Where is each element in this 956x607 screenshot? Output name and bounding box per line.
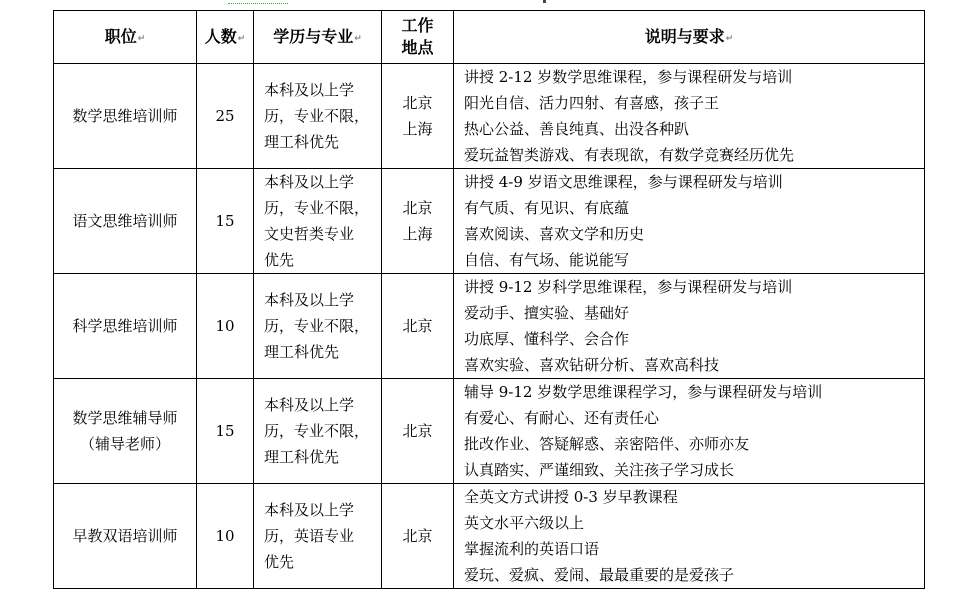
location-cell [382, 379, 454, 484]
cell-text-line: 有气质、有见识、有底蕴 [464, 199, 630, 217]
cell-text-line: 讲授 4-9 岁语文思维课程，参与课程研发与培训 [464, 173, 783, 191]
cell-text-line: 讲授 2-12 岁数学思维课程，参与课程研发与培训 [464, 68, 793, 86]
cell-text-line: 本科及以上学 [264, 173, 355, 191]
count-cell [197, 274, 254, 379]
position-cell [54, 484, 197, 589]
stray-dot [543, 0, 546, 3]
requirements-cell [454, 484, 925, 589]
cell-text-line: 数学思维辅导师 [72, 409, 178, 427]
cell-text-line: 辅导 9-12 岁数学思维课程学习，参与课程研发与培训 [464, 383, 823, 401]
education-cell [254, 64, 382, 169]
cell-text-line: 自信、有气场、能说能写 [464, 251, 630, 269]
table-row [54, 379, 925, 484]
count-value: 15 [215, 212, 235, 230]
header-count: 人数↵ [197, 11, 254, 64]
cell-text-line: 历，专业不限， [264, 107, 370, 125]
cell-text-line: 语文思维培训师 [72, 212, 178, 230]
cell-text-line: 历，专业不限， [264, 317, 370, 335]
requirements-cell [454, 379, 925, 484]
header-requirements: 说明与要求↵ [454, 11, 925, 64]
cell-text-line: 喜欢实验、喜欢钻研分析、喜欢高科技 [464, 356, 720, 374]
cell-text-line: 全英文方式讲授 0-3 岁早教课程 [464, 488, 678, 506]
count-value: 25 [215, 107, 235, 125]
cell-text-line: 热心公益、善良纯真、出没各种趴 [464, 120, 690, 138]
header-education: 学历与专业↵ [254, 11, 382, 64]
position-cell [54, 379, 197, 484]
cell-text-line: （辅导老师） [79, 435, 170, 453]
table-row [54, 64, 925, 169]
cell-text-line: 优先 [264, 251, 295, 269]
count-value: 10 [215, 527, 235, 545]
cell-text-line: 英文水平六级以上 [464, 514, 585, 532]
cell-text-line: 爱动手、擅实验、基础好 [464, 304, 630, 322]
cell-text-line: 历，专业不限， [264, 422, 370, 440]
header-position: 职位↵ [54, 11, 197, 64]
requirements-cell [454, 274, 925, 379]
cell-text-line: 掌握流利的英语口语 [464, 540, 600, 558]
job-table [53, 10, 925, 589]
requirements-cell [454, 169, 925, 274]
location-cell [382, 169, 454, 274]
cell-text-line: 早教双语培训师 [72, 527, 178, 545]
cell-text-line: 优先 [264, 553, 295, 571]
cell-text-line: 本科及以上学 [264, 501, 355, 519]
cell-text-line: 上海 [402, 120, 433, 138]
header-location: 工作 地点 [382, 11, 454, 64]
count-cell [197, 169, 254, 274]
cell-text-line: 有爱心、有耐心、还有责任心 [464, 409, 660, 427]
count-cell [197, 64, 254, 169]
cell-text-line: 爱玩、爱疯、爱闹、最最重要的是爱孩子 [464, 566, 735, 584]
position-cell [54, 169, 197, 274]
cell-text-line: 认真踏实、严谨细致、关注孩子学习成长 [464, 461, 735, 479]
position-cell [54, 64, 197, 169]
count-value: 15 [215, 422, 235, 440]
position-cell [54, 274, 197, 379]
education-cell [254, 274, 382, 379]
cell-text-line: 历，专业不限， [264, 199, 370, 217]
location-cell [382, 274, 454, 379]
cell-text-line: 历，英语专业 [264, 527, 355, 545]
education-cell [254, 169, 382, 274]
cell-text-line: 阳光自信、活力四射、有喜感，孩子王 [464, 94, 720, 112]
cell-text-line: 爱玩益智类游戏、有表现欲，有数学竞赛经历优先 [464, 146, 795, 164]
cell-text-line: 文史哲类专业 [264, 225, 355, 243]
cell-text-line: 本科及以上学 [264, 291, 355, 309]
cell-text-line: 北京 [402, 199, 433, 217]
cell-text-line: 北京 [402, 317, 433, 335]
count-value: 10 [215, 317, 235, 335]
spellcheck-mark [228, 0, 288, 4]
cell-text-line: 本科及以上学 [264, 396, 355, 414]
cell-text-line: 理工科优先 [264, 343, 340, 361]
cell-text-line: 科学思维培训师 [72, 317, 178, 335]
education-cell [254, 484, 382, 589]
cell-text-line: 北京 [402, 527, 433, 545]
requirements-cell [454, 64, 925, 169]
cell-text-line: 理工科优先 [264, 448, 340, 466]
header-row [54, 11, 925, 64]
education-cell [254, 379, 382, 484]
cell-text-line: 数学思维培训师 [72, 107, 178, 125]
cell-text-line: 喜欢阅读、喜欢文学和历史 [464, 225, 645, 243]
cell-text-line: 理工科优先 [264, 133, 340, 151]
cell-text-line: 批改作业、答疑解惑、亲密陪伴、亦师亦友 [464, 435, 750, 453]
cell-text-line: 功底厚、懂科学、会合作 [464, 330, 630, 348]
cell-text-line: 本科及以上学 [264, 81, 355, 99]
table-row [54, 274, 925, 379]
location-cell [382, 64, 454, 169]
count-cell [197, 379, 254, 484]
count-cell [197, 484, 254, 589]
cell-text-line: 北京 [402, 422, 433, 440]
location-cell [382, 484, 454, 589]
table-row [54, 484, 925, 589]
cell-text-line: 讲授 9-12 岁科学思维课程，参与课程研发与培训 [464, 278, 793, 296]
cell-text-line: 北京 [402, 94, 433, 112]
cell-text-line: 上海 [402, 225, 433, 243]
table-row [54, 169, 925, 274]
